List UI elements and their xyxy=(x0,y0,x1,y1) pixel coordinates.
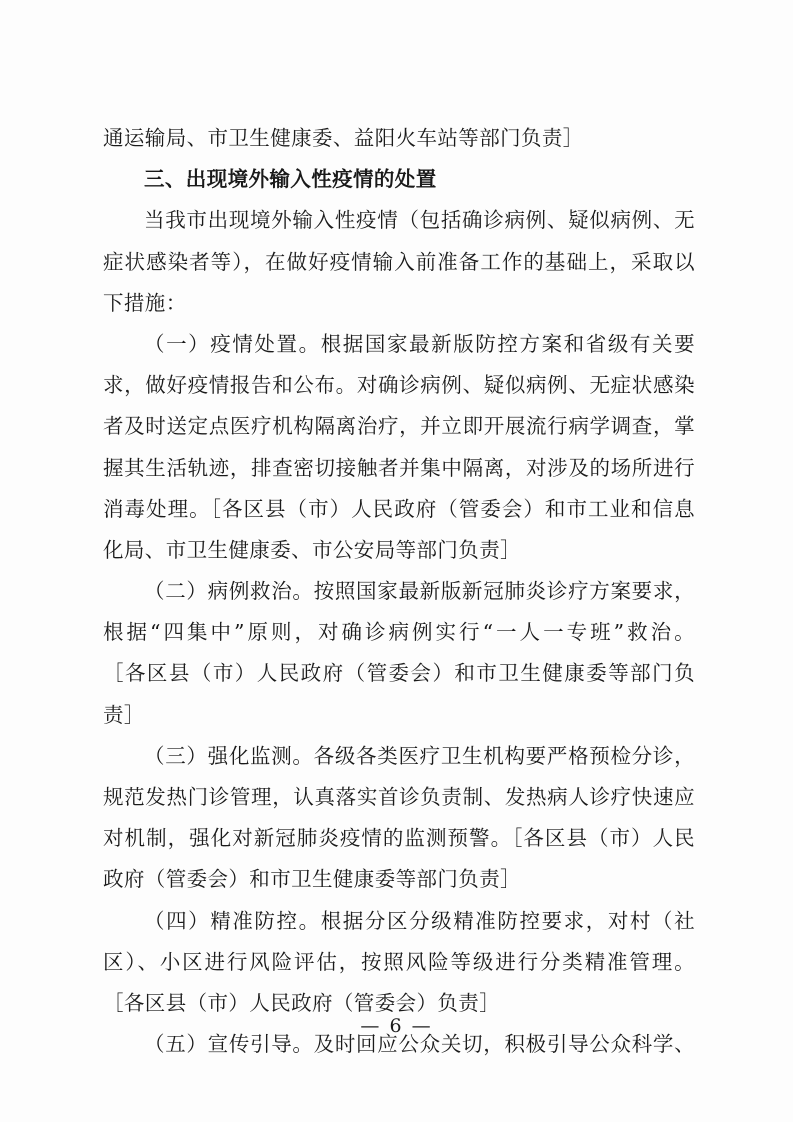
text-line: （四）精准防控。根据分区分级精准防控要求，对村（社 xyxy=(144,908,695,933)
text-line: 当我市出现境外输入性疫情（包括确诊病例、疑似病例、无 xyxy=(144,208,695,233)
text-line: 下措施： xyxy=(103,290,187,315)
document-body xyxy=(103,118,695,1065)
text-line: ［各区县（市）人民政府（管委会）和市卫生健康委等部门负 xyxy=(103,661,695,686)
text-line: （五）宣传引导。及时回应公众关切，积极引导公众科学、 xyxy=(144,1032,695,1057)
text-line: （一）疫情处置。根据国家最新版防控方案和省级有关要 xyxy=(144,331,695,356)
text-line: 规范发热门诊管理，认真落实首诊负责制、发热病人诊疗快速应 xyxy=(103,785,695,809)
text-line: 握其生活轨迹，排查密切接触者并集中隔离，对涉及的场所进行 xyxy=(103,455,695,480)
text-line: 症状感染者等），在做好疫情输入前准备工作的基础上，采取以 xyxy=(103,249,695,274)
section-heading: 三、出现境外输入性疫情的处置 xyxy=(144,167,437,192)
text-line: 求，做好疫情报告和公布。对确诊病例、疑似病例、无症状感染 xyxy=(103,373,695,398)
text-line: 政府（管委会）和市卫生健康委等部门负责］ xyxy=(103,867,521,892)
text-line: 者及时送定点医疗机构隔离治疗，并立即开展流行病学调查，掌 xyxy=(103,414,695,439)
text-line: ［各区县（市）人民政府（管委会）负责］ xyxy=(103,990,501,1015)
text-line: 根据“四集中”原则，对确诊病例实行“一人一专班”救治。 xyxy=(103,620,695,645)
text-line: 对机制，强化对新冠肺炎疫情的监测预警。［各区县（市）人民 xyxy=(103,826,695,851)
text-line: （三）强化监测。各级各类医疗卫生机构要严格预检分诊， xyxy=(144,743,695,768)
text-line: 区）、小区进行风险评估，按照风险等级进行分类精准管理。 xyxy=(103,949,695,974)
text-line: 消毒处理。［各区县（市）人民政府（管委会）和市工业和信息 xyxy=(103,496,695,521)
text-line: 化局、市卫生健康委、市公安局等部门负责］ xyxy=(103,537,521,562)
page-number: — 6 — xyxy=(360,1015,433,1037)
text-line: （二）病例救治。按照国家最新版新冠肺炎诊疗方案要求， xyxy=(144,579,695,604)
text-line: 通运输局、市卫生健康委、益阳火车站等部门负责］ xyxy=(103,126,584,150)
text-line: 责］ xyxy=(103,702,145,727)
